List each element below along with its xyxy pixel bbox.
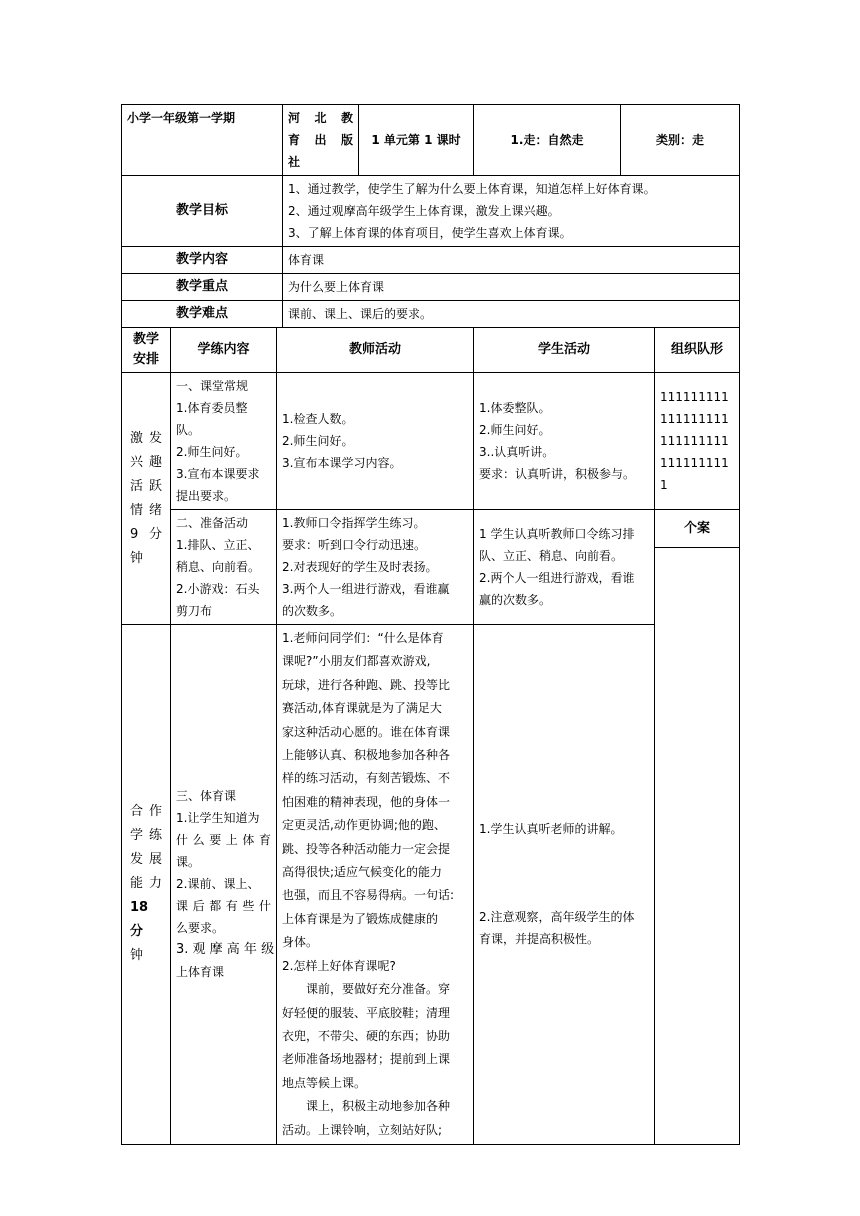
grade-cell	[122, 105, 283, 176]
formation-line: 1	[660, 478, 668, 492]
teacher-line: 课前，要做好充分准备。穿	[306, 982, 451, 997]
objectives-label	[122, 176, 283, 247]
teacher-line: 衣兜，不带尖、硬的东西；协助	[282, 1028, 451, 1043]
category-cell	[621, 105, 740, 176]
objective-item: 1、通过教学，使学生了解为什么要上体育课，知道怎样上好体育课。	[288, 182, 656, 196]
key-points-row	[122, 274, 740, 301]
section2-arrangement-line: 钟	[130, 948, 144, 964]
student-line: 3..认真听讲。	[479, 445, 555, 459]
section2-arrangement-line: 合 作	[130, 804, 162, 820]
practice-line: 什 么 要 上 体 育	[176, 833, 271, 848]
section2-practice	[171, 625, 277, 1145]
teacher-line: 样的练习活动，有刻苦锻炼、不	[282, 771, 451, 786]
col-practice-text: 学练内容	[197, 342, 250, 357]
teacher-line: 1.教师口令指挥学生练习。	[282, 516, 426, 530]
objectives-label-text: 教学目标	[175, 203, 228, 218]
key-points-label	[122, 274, 283, 301]
col-formation	[655, 328, 740, 373]
formation-line: 111111111	[660, 390, 729, 404]
difficulties-label-text: 教学难点	[175, 306, 228, 321]
content-value-text: 体育课	[288, 253, 325, 267]
practice-line: 么要求。	[176, 921, 225, 936]
student-line: 队、立正、稍息、向前看。	[479, 549, 624, 563]
teacher-line: 要求：听到口令行动迅速。	[282, 538, 427, 552]
teacher-line: 1.老师问同学们：“什么是体育	[282, 631, 444, 645]
section1-part2-practice	[171, 510, 277, 625]
publisher-line: 河 北 教	[288, 111, 353, 125]
objective-item: 2、通过观摩高年级学生上体育课，激发上课兴趣。	[288, 204, 560, 218]
teacher-line: 地点等候上课。	[282, 1075, 367, 1090]
case-label	[655, 510, 740, 548]
teacher-line: 活动。上课铃响，立刻站好队;	[282, 1122, 443, 1137]
student-line: 育课，并提高积极性。	[479, 932, 600, 947]
practice-line: 2.师生问好。	[176, 445, 248, 459]
publisher-line: 社	[288, 155, 301, 169]
unit-cell	[359, 105, 474, 176]
student-line: 2.注意观察，高年级学生的体	[479, 910, 635, 925]
key-points-value	[283, 274, 740, 301]
section1-arrangement-line: 兴 趣	[130, 454, 162, 470]
section1-part1-student	[474, 373, 655, 510]
teacher-line: 的次数多。	[282, 604, 343, 618]
section1-part1-row	[122, 373, 740, 510]
practice-line: 1.让学生知道为	[176, 811, 260, 826]
section2-arrangement-line: 发 展	[130, 852, 162, 868]
practice-line: 2.小游戏：石头	[176, 582, 260, 596]
unit-text: 1 单元第 1 课时	[371, 133, 461, 147]
section2-row	[122, 625, 740, 1145]
student-line: 1 学生认真听教师口令练习排	[479, 527, 635, 541]
practice-line: 一、课堂常规	[176, 379, 249, 393]
difficulties-value	[283, 301, 740, 328]
difficulties-label	[122, 301, 283, 328]
teacher-line: 玩球，进行各种跑、跳、投等比	[282, 677, 451, 692]
section1-formation	[655, 373, 740, 510]
col-student	[474, 328, 655, 373]
practice-line: 上体育课	[176, 965, 225, 980]
key-points-value-text: 为什么要上体育课	[288, 280, 385, 294]
section1-part2-row	[122, 510, 740, 548]
col-arrangement-line: 教学	[132, 332, 159, 347]
section1-part2-teacher	[277, 510, 474, 625]
content-label	[122, 247, 283, 274]
practice-line: 二、准备活动	[176, 516, 249, 530]
student-line: 2.两个人一组进行游戏，看谁	[479, 571, 635, 585]
practice-line: 队。	[176, 423, 201, 437]
grade-text: 小学一年级第一学期	[127, 111, 236, 125]
section1-part1-teacher	[277, 373, 474, 510]
teacher-line: 上能够认真、积极地参加各种各	[282, 748, 451, 763]
col-teacher-text: 教师活动	[348, 342, 401, 357]
teacher-line: 上体育课是为了锻炼成健康的	[282, 911, 439, 926]
formation-line: 111111111	[660, 456, 729, 470]
content-value	[283, 247, 740, 274]
teacher-line: 赛活动,体育课就是为了满足大	[282, 701, 442, 716]
section1-arrangement-line: 激 发	[130, 430, 162, 446]
practice-line: 剪刀布	[176, 604, 213, 618]
teacher-line: 身体。	[282, 935, 319, 950]
section1-arrangement	[122, 373, 171, 625]
objectives-cell	[283, 176, 740, 247]
section1-part1-practice	[171, 373, 277, 510]
teacher-line: 3.宣布本课学习内容。	[282, 456, 402, 470]
publisher-line: 育 出 版	[288, 133, 353, 147]
section1-arrangement-line: 9 分	[130, 526, 162, 542]
section1-arrangement-line: 钟	[130, 550, 144, 566]
practice-line: 2.课前、课上、	[176, 877, 260, 892]
practice-line: 三、体育课	[176, 789, 237, 804]
difficulties-row	[122, 301, 740, 328]
case-cell	[655, 548, 740, 1145]
section2-arrangement	[122, 625, 171, 1145]
teacher-line: 2.怎样上好体育课呢?	[282, 958, 396, 973]
publisher-cell	[283, 105, 359, 176]
section1-arrangement-line: 活 跃	[130, 478, 162, 494]
practice-line: 稍息、向前看。	[176, 560, 261, 574]
teacher-line: 好轻便的服装、平底胶鞋；清理	[282, 1005, 451, 1020]
col-formation-text: 组织队形	[671, 342, 724, 357]
student-line: 2.师生问好。	[479, 423, 551, 437]
col-student-text: 学生活动	[538, 342, 591, 357]
topic-text: 1.走：自然走	[510, 133, 584, 147]
content-label-text: 教学内容	[175, 252, 228, 267]
col-teacher	[277, 328, 474, 373]
practice-line: 1.体育委员整	[176, 401, 248, 415]
teacher-line: 家这种活动心愿的。谁在体育课	[282, 724, 451, 739]
lesson-plan-table	[121, 104, 740, 1145]
section2-student	[474, 625, 655, 1145]
teacher-line: 1.检查人数。	[282, 412, 354, 426]
formation-line: 111111111	[660, 434, 729, 448]
practice-line: 3.宣布本课要求	[176, 467, 260, 481]
student-line: 1.学生认真听老师的讲解。	[479, 822, 623, 837]
section2-arrangement-line: 18 分	[130, 900, 149, 940]
teacher-line: 也强，而且不容易得病。一句话:	[282, 888, 455, 903]
key-points-label-text: 教学重点	[175, 279, 228, 294]
teacher-line: 课上，积极主动地参加各种	[306, 1099, 451, 1114]
student-line: 1.体委整队。	[479, 401, 551, 415]
category-text: 类别：走	[656, 133, 705, 147]
teacher-line: 老师准备场地器材；提前到上课	[282, 1052, 451, 1067]
section2-arrangement-line: 能 力	[130, 876, 162, 892]
col-arrangement	[122, 328, 171, 373]
teacher-line: 跳、投等各种活动能力一定会提	[282, 841, 451, 856]
header-row	[122, 105, 740, 176]
practice-line: 课。	[176, 855, 201, 870]
formation-line: 111111111	[660, 412, 729, 426]
teacher-line: 高得很快;适应气候变化的能力	[282, 865, 443, 880]
section2-teacher	[277, 625, 474, 1145]
teacher-line: 2.对表现好的学生及时表扬。	[282, 560, 438, 574]
student-line: 赢的次数多。	[479, 593, 552, 607]
practice-line: 提出要求。	[176, 489, 237, 503]
student-line: 要求：认真听讲，积极参与。	[479, 467, 636, 481]
practice-line: 课 后 都 有 些 什	[176, 899, 271, 914]
objectives-row	[122, 176, 740, 247]
col-practice	[171, 328, 277, 373]
teacher-line: 定更灵活,动作更协调;他的跑、	[282, 818, 446, 833]
section1-arrangement-line: 情 绪	[130, 502, 162, 518]
teacher-line: 课呢?”小朋友们都喜欢游戏,	[282, 654, 431, 669]
content-row	[122, 247, 740, 274]
case-label-text: 个案	[684, 520, 711, 536]
difficulties-value-text: 课前、课上、课后的要求。	[288, 307, 433, 321]
practice-line: 3. 观 摩 高 年 级	[176, 942, 275, 958]
objective-item: 3、了解上体育课的体育项目，使学生喜欢上体育课。	[288, 226, 572, 240]
column-header-row	[122, 328, 740, 373]
topic-cell	[474, 105, 621, 176]
spacer	[479, 840, 649, 906]
teacher-line: 3.两个人一组进行游戏，看谁赢	[282, 582, 450, 596]
teacher-line: 2.师生问好。	[282, 434, 354, 448]
section2-arrangement-line: 学 练	[130, 828, 162, 844]
section1-part2-student	[474, 510, 655, 625]
teacher-line: 怕困难的精神表现，他的身体一	[282, 794, 451, 809]
practice-line: 1.排队、立正、	[176, 538, 260, 552]
col-arrangement-line: 安排	[132, 352, 159, 367]
